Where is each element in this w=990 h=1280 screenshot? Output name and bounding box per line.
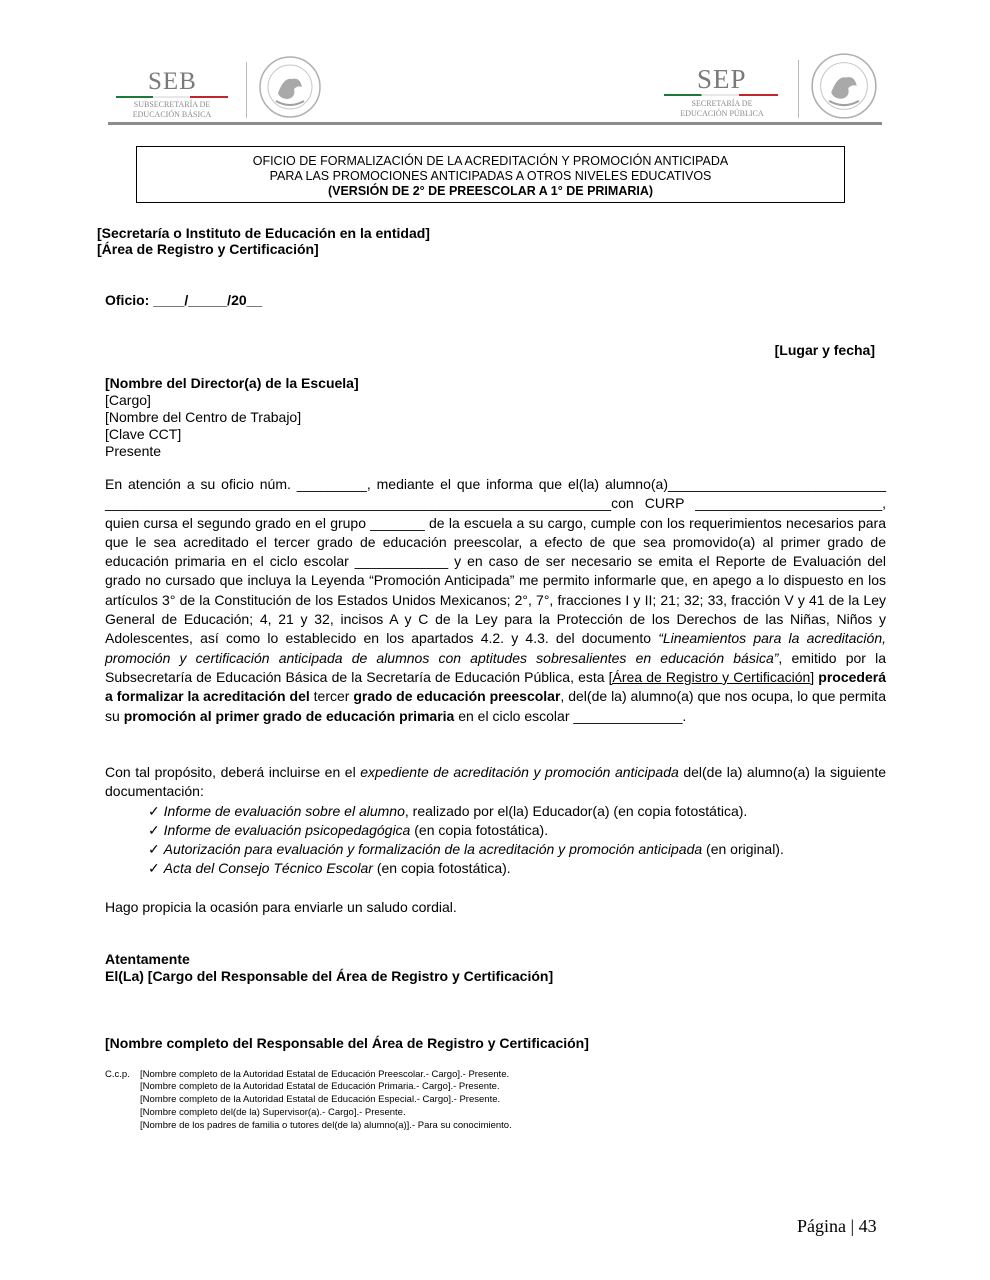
recipient-cargo: [Cargo] (105, 392, 151, 408)
page-number: Página | 43 (797, 1216, 877, 1236)
sep-logo-text: SEP (697, 64, 747, 94)
ccp-line: [Nombre completo del(de la) Supervisor(a).- Cargo].- Presente. (140, 1107, 406, 1118)
sep-divider (798, 60, 799, 118)
checkmark-icon: ✓ (148, 803, 160, 819)
seb-flag-stripe (116, 96, 228, 98)
ccp-line: [Nombre completo de la Autoridad Estatal de Educación Especial.- Cargo].- Presente. (140, 1094, 501, 1105)
ccp-line: [Nombre completo de la Autoridad Estatal de Educación Preescolar.- Cargo].- Presente. (140, 1069, 510, 1080)
seb-logo-text: SEB (148, 68, 197, 95)
checkmark-icon: ✓ (148, 841, 160, 857)
signer-name: [Nombre completo del Responsable del Área de Registro y Certificación] (105, 1035, 589, 1051)
place-date: [Lugar y fecha] (774, 342, 875, 358)
seb-subtitle: SUBSECRETARÍA DE EDUCACIÓN BÁSICA (132, 100, 212, 119)
title-line-3: (VERSIÓN DE 2° DE PREESCOLAR A 1° DE PRIMARIA) (327, 184, 654, 198)
documentation-paragraph: Con tal propósito, deberá incluirse en el expediente de acreditación y promoción anticipada del(de la) alumno(a) la siguiente documentación: (105, 764, 886, 800)
ccp-line: [Nombre de los padres de familia o tutores del(de la) alumno(a)].- Para su conocimiento. (140, 1120, 512, 1131)
atentamente: Atentamente (105, 951, 190, 967)
title-line-2: PARA LAS PROMOCIONES ANTICIPADAS A OTROS NIVELES EDUCATIVOS (269, 169, 712, 183)
checkmark-icon: ✓ (148, 822, 160, 838)
signer-cargo: El(La) [Cargo del Responsable del Área de Registro y Certificación] (105, 968, 554, 984)
mexico-seal-icon (258, 55, 322, 119)
recipient-clave: [Clave CCT] (105, 426, 182, 442)
oficio-number: Oficio: ____/_____/20__ (105, 292, 263, 308)
checklist-item: ✓ Informe de evaluación psicopedagógica (en copia fotostática). (148, 822, 549, 838)
ccp-line: [Nombre completo de la Autoridad Estatal de Educación Primaria.- Cargo].- Presente. (140, 1081, 500, 1092)
header-rule (108, 122, 882, 125)
checkmark-icon: ✓ (148, 860, 160, 876)
checklist-item: ✓ Informe de evaluación sobre el alumno, realizado por el(la) Educador(a) (en copia fotostática). (148, 803, 748, 819)
main-paragraph: En atención a su oficio núm. _________, mediante el que informa que el(la) alumno(a)____________________________ _________________________________________________________________con CURP ________________________, quien cursa el segundo grado en el grupo _______ de la escuela a su cargo, cumple con los requerimientos necesarios para que le sea acreditado el tercer grado de educación preescolar, a efecto de que sea promovido(a) al primer grado de educación primaria en el ciclo escolar ____________ y en caso de ser necesario se emita el Reporte de Evaluación del grado no cursado que incluya la Leyenda “Promoción Anticipada” me permito informarle que, en apego a lo dispuesto en los artículos 3° de la Constitución de los Estados Unidos Mexicanos; 2°, 7°, fracciones I y II; 21; 32; 33, fracción V y 41 de la Ley General de Educación; 4, 21 y 32, incisos A y C de la Ley para la Protección de los Derechos de las Niñas, Niños y Adolescentes, así como lo establecido en los apartados 4.2. y 4.3. del documento “Lineamientos para la acreditación, promoción y certificación anticipada de alumnos con aptitudes sobresalientes en educación básica”, emitido por la Subsecretaría de Educación Básica de la Secretaría de Educación Pública, esta [Área de Registro y Certificación] procederá a formalizar la acreditación del tercer grado de educación preescolar, del(de la) alumno(a) que nos ocupa, lo que permita su promoción al primer grado de educación primaria en el ciclo escolar ______________. (105, 476, 886, 724)
sender-area: [Área de Registro y Certificación] (97, 241, 319, 257)
recipient-name: [Nombre del Director(a) de la Escuela] (105, 375, 359, 391)
checklist-item: ✓ Acta del Consejo Técnico Escolar (en copia fotostática). (148, 860, 511, 876)
recipient-presente: Presente (105, 443, 162, 459)
document-title-box (136, 146, 845, 203)
sep-subtitle: SECRETARÍA DE EDUCACIÓN PÚBLICA (680, 99, 764, 118)
title-line-1: OFICIO DE FORMALIZACIÓN DE LA ACREDITACIÓN Y PROMOCIÓN ANTICIPADA (252, 154, 729, 168)
seb-divider (246, 62, 247, 118)
mexico-seal-icon (810, 52, 878, 120)
closing-greeting: Hago propicia la ocasión para enviarle un saludo cordial. (105, 899, 457, 915)
recipient-centro: [Nombre del Centro de Trabajo] (105, 409, 302, 425)
sender-secretaria: [Secretaría o Instituto de Educación en la entidad] (97, 225, 430, 241)
ccp-label: C.c.p. (105, 1069, 130, 1080)
checklist-item: ✓ Autorización para evaluación y formalización de la acreditación y promoción anticipada (en original). (148, 841, 784, 857)
sep-flag-stripe (664, 94, 778, 96)
